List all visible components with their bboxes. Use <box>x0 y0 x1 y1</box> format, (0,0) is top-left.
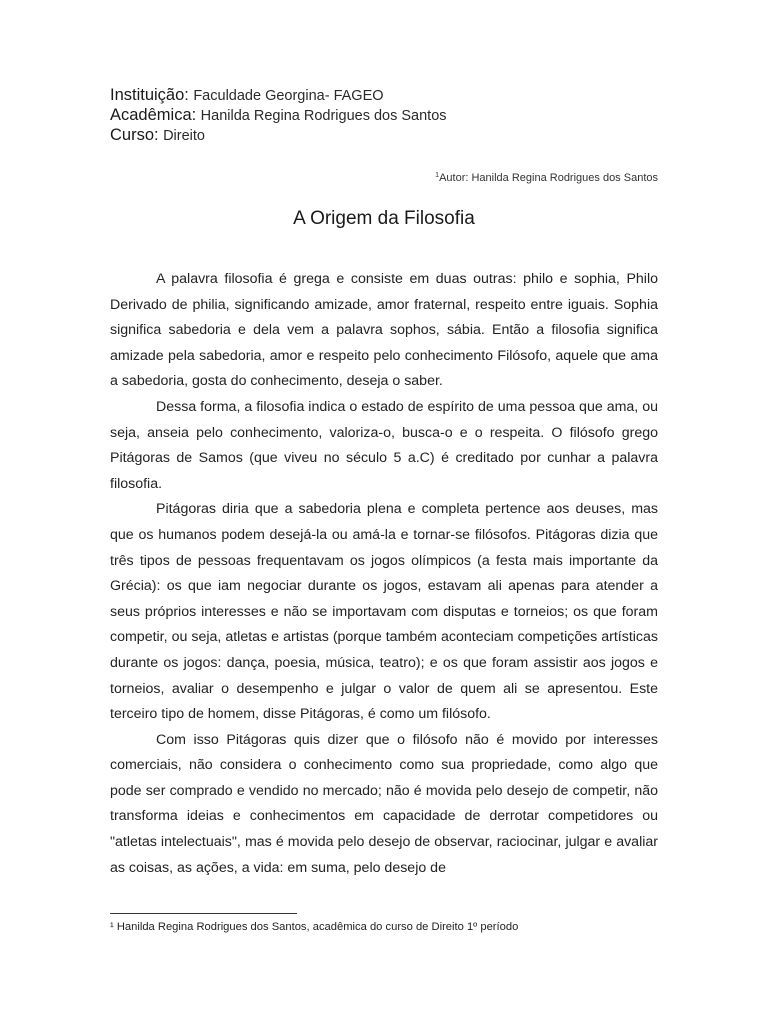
institution-value: Faculdade Georgina- FAGEO <box>193 88 384 104</box>
author-note-text: Autor: Hanilda Regina Rodrigues dos Santos <box>439 172 658 184</box>
footnote-divider <box>110 913 297 914</box>
paragraph: Com isso Pitágoras quis dizer que o filósofo não é movido por interesses comerciais, não considera o conhecimento como sua propriedade, como algo que pode ser comprado e vendido no mercado; não é movida pelo desejo de competir, não transforma ideias e conhecimentos em capacidade de derrotar competidores ou "atletas intelectuais", mas é movida pelo desejo de observar, raciocinar, julgar e avaliar as coisas, as ações, a vida: em suma, pelo desejo de <box>110 731 658 876</box>
document-body <box>110 267 658 881</box>
author-note-marker: 1 <box>435 172 440 179</box>
paragraph: Pitágoras diria que a sabedoria plena e completa pertence aos deuses, mas que os humanos podem desejá-la ou amá-la e tornar-se filósofos. Pitágoras dizia que três tipos de pessoas frequentavam os jogos olímpicos (a festa mais importante da Grécia): os que iam negociar durante os jogos, estavam ali apenas para atender a seus próprios interesses e não se importavam com disputas e torneios; os que foram competir, ou seja, atletas e artistas (porque também aconteciam competições artísticas durante os jogos: dança, poesia, música, teatro); e os que foram assistir aos jogos e torneios, avaliar o desempenho e julgar o valor de quem ali se apresentou. Este terceiro tipo de homem, disse Pitágoras, é como um filósofo. <box>110 501 658 723</box>
document-header <box>110 85 670 145</box>
footnote: ¹ Hanilda Regina Rodrigues dos Santos, acadêmica do curso de Direito 1º período <box>110 921 519 933</box>
student-label: Acadêmica: <box>110 106 197 124</box>
course-line <box>110 125 670 145</box>
course-label: Curso: <box>110 126 159 144</box>
paragraph: Dessa forma, a filosofia indica o estado de espírito de uma pessoa que ama, ou seja, anseia pelo conhecimento, valoriza-o, busca-o e o respeita. O filósofo grego Pitágoras de Samos (que viveu no século 5 a.C) é creditado por cunhar a palavra filosofia. <box>110 398 658 492</box>
institution-line <box>110 85 670 105</box>
author-note <box>435 172 658 184</box>
course-value: Direito <box>163 128 205 144</box>
paragraph: A palavra filosofia é grega e consiste em duas outras: philo e sophia, Philo Derivado de philia, significando amizade, amor fraternal, respeito entre iguais. Sophia significa sabedoria e dela vem a palavra sophos, sábia. Então a filosofia significa amizade pela sabedoria, amor e respeito pelo conhecimento Filósofo, aquele que ama a sabedoria, gosta do conhecimento, deseja o saber. <box>110 271 658 390</box>
student-line <box>110 105 670 125</box>
institution-label: Instituição: <box>110 86 189 104</box>
document-title: A Origem da Filosofia <box>293 208 475 229</box>
student-value: Hanilda Regina Rodrigues dos Santos <box>200 108 447 124</box>
